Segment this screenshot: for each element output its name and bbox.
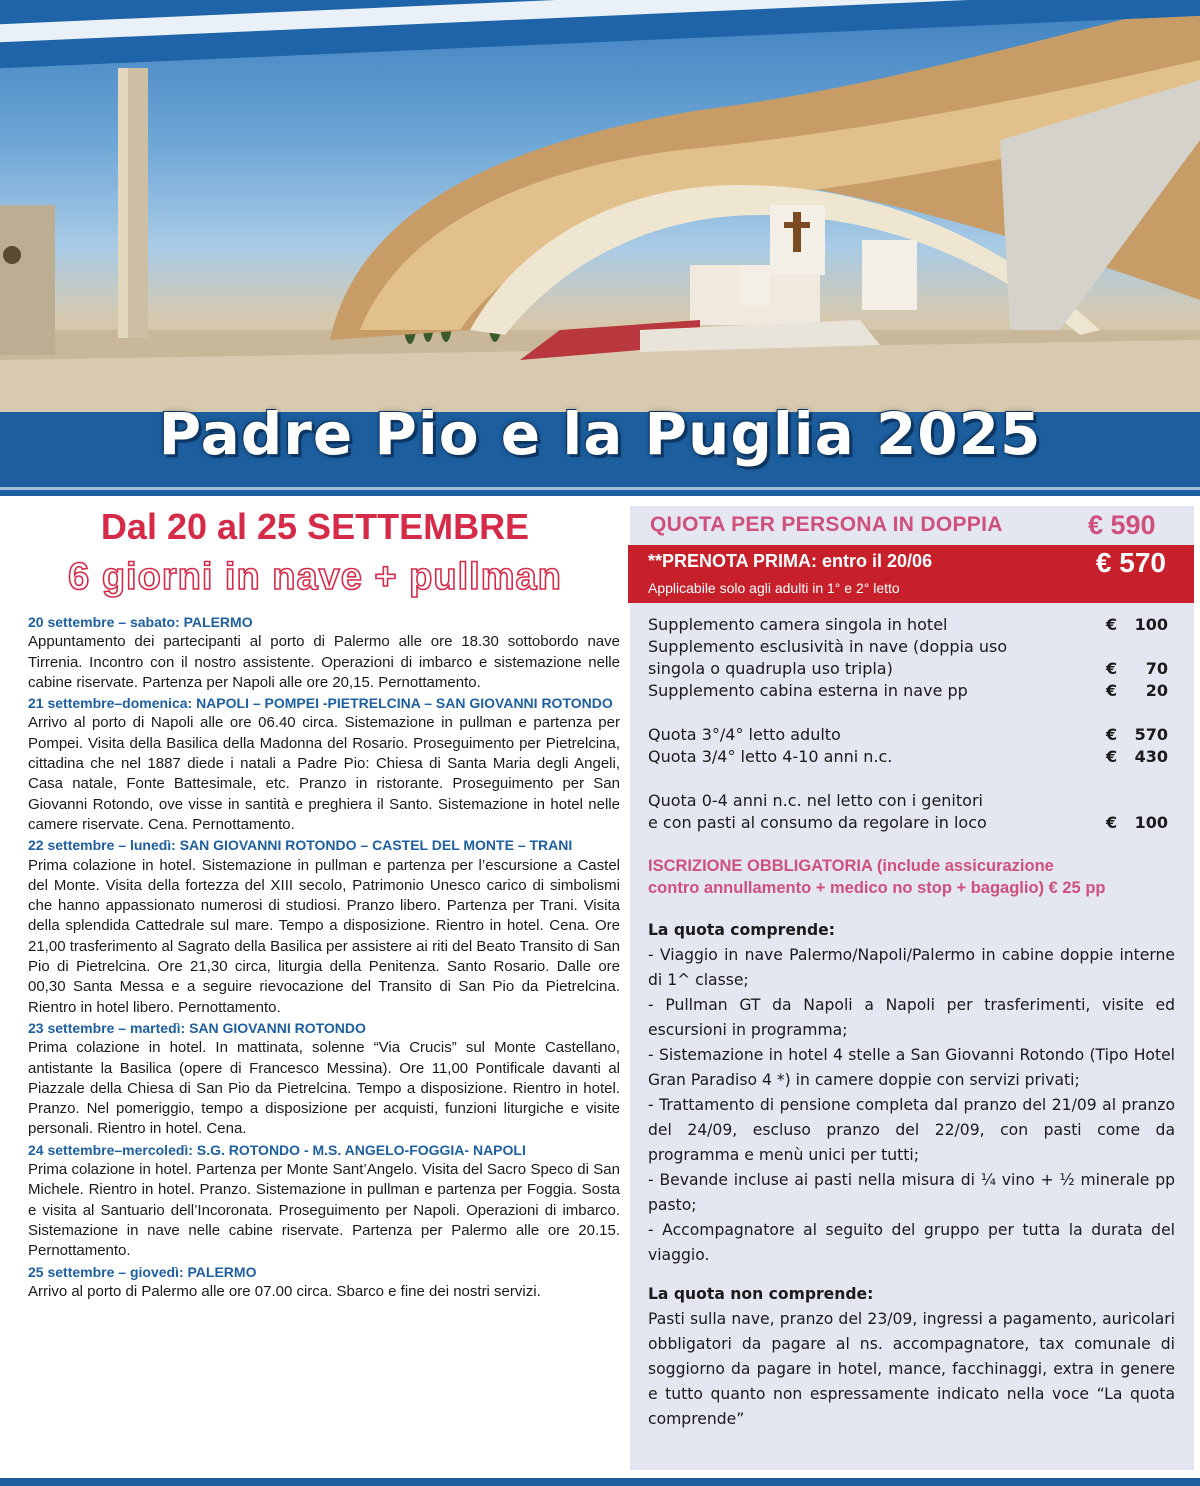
supplement-currency: € bbox=[1106, 659, 1118, 678]
supplement-row bbox=[648, 724, 1168, 746]
promo-label: **PRENOTA PRIMA: bbox=[648, 551, 818, 571]
includes-item: - Trattamento di pensione completa dal pranzo del 21/09 al pranzo del 24/09, escluso pranzo del 22/09, con pasti come da programma e menù unici per tutti; bbox=[648, 1096, 1175, 1164]
itinerary bbox=[28, 612, 620, 1302]
includes-heading: La quota comprende: bbox=[648, 921, 835, 939]
excludes-text: Pasti sulla nave, pranzo del 23/09, ingressi a pagamento, auricolari obbligatori da pagare al ns. accompagnatore, tax comunale di soggiorno da pagare in hotel, mance, facchinaggi, extra in genere e tutto quanto non espressamente indicato nella voce “La quota comprende” bbox=[648, 1310, 1175, 1428]
supplement-row bbox=[648, 636, 1168, 658]
page-title: Padre Pio e la Puglia 2025 bbox=[158, 400, 1042, 468]
supplement-amount: 20 bbox=[1145, 681, 1168, 700]
trip-dates: Dal 20 al 25 SETTEMBRE bbox=[100, 506, 530, 547]
supplement-amount: 570 bbox=[1134, 725, 1168, 744]
includes-item: - Sistemazione in hotel 4 stelle a San Giovanni Rotondo (Tipo Hotel Gran Paradiso 4 *) in camere doppie con servizi privati; bbox=[648, 1046, 1175, 1089]
includes-item: - Bevande incluse ai pasti nella misura di ¼ vino + ½ minerale pp pasto; bbox=[648, 1171, 1175, 1214]
trip-subtitle: 6 giorni in nave + pullman bbox=[68, 556, 562, 598]
supplement-amount: 70 bbox=[1145, 659, 1168, 678]
supplement-label: Quota 3°/4° letto adulto bbox=[648, 725, 841, 744]
includes-item: - Viaggio in nave Palermo/Napoli/Palermo in cabine doppie interne di 1^ classe; bbox=[648, 946, 1175, 989]
supplement-currency: € bbox=[1106, 747, 1118, 766]
quota-price: € 590 bbox=[1088, 510, 1156, 540]
supplement-amount: 100 bbox=[1134, 813, 1168, 832]
supplement-label: singola o quadrupla uso tripla) bbox=[648, 659, 893, 678]
supplement-row bbox=[648, 812, 1168, 834]
excludes-heading: La quota non comprende: bbox=[648, 1285, 874, 1303]
quota-label: QUOTA PER PERSONA IN DOPPIA bbox=[650, 513, 1003, 536]
includes-item: - Pullman GT da Napoli a Napoli per trasferimenti, visite ed escursioni in programma; bbox=[648, 996, 1175, 1039]
promo-date: entro il 20/06 bbox=[822, 551, 933, 571]
itinerary-day: 24 settembre–mercoledì: S.G. ROTONDO - M.S. ANGELO-FOGGIA- NAPOLI bbox=[28, 1141, 526, 1158]
supplement-spacer bbox=[648, 702, 1168, 724]
promo-note: Applicabile solo agli adulti in 1° e 2° letto bbox=[648, 580, 900, 596]
supplement-label: Supplemento esclusività in nave (doppia uso bbox=[648, 637, 1008, 656]
itinerary-day: 23 settembre – martedì: SAN GIOVANNI ROTONDO bbox=[28, 1019, 366, 1036]
supplement-row bbox=[648, 746, 1168, 768]
registration-line-1: ISCRIZIONE OBBLIGATORIA (include assicurazione bbox=[648, 857, 1054, 875]
supplement-amount: 430 bbox=[1134, 747, 1168, 766]
promo-price: € 570 bbox=[1095, 547, 1166, 578]
hero-photo bbox=[0, 0, 1200, 412]
supplement-label: Supplemento camera singola in hotel bbox=[648, 615, 948, 634]
supplement-amount: 100 bbox=[1134, 615, 1168, 634]
sanctuary-illustration bbox=[0, 0, 1200, 412]
supplement-currency: € bbox=[1106, 725, 1118, 744]
supplement-label: Supplemento cabina esterna in nave pp bbox=[648, 681, 968, 700]
inclusions bbox=[648, 918, 1175, 1432]
supplement-row bbox=[648, 680, 1168, 702]
supplement-currency: € bbox=[1106, 681, 1118, 700]
supplement-row bbox=[648, 790, 1168, 812]
early-booking-banner bbox=[628, 545, 1194, 603]
bottom-band bbox=[0, 1478, 1200, 1486]
itinerary-text: Appuntamento dei partecipanti al porto di Palermo alle ore 18.30 sottobordo nave Tirrenia. Incontro con il nostro assistente. Operazioni di imbarco e sistemazione nelle cabine riservate. Partenza per Napoli alle ore 20,15. Pernottamento. bbox=[28, 633, 620, 691]
supplements-list bbox=[648, 614, 1168, 834]
supplement-row bbox=[648, 614, 1168, 636]
itinerary-day: 21 settembre–domenica: NAPOLI – POMPEI -PIETRELCINA – SAN GIOVANNI ROTONDO bbox=[28, 695, 613, 712]
supplement-label: Quota 0-4 anni n.c. nel letto con i genitori bbox=[648, 791, 983, 810]
includes-item: - Accompagnatore al seguito del gruppo per tutta la durata del viaggio. bbox=[648, 1221, 1175, 1264]
itinerary-text: Prima colazione in hotel. Partenza per Monte Sant’Angelo. Visita del Sacro Speco di San Michele. Rientro in hotel. Pranzo. Sistemazione in pullman e partenza per Foggia. Sosta e visita al Santuario dell’Incoronata. Proseguimento per Napoli. Operazioni di imbarco. Sistemazione in nave nelle cabine riservate. Partenza per Palermo alle ore 20.15. Pernottamento. bbox=[28, 1161, 620, 1260]
supplement-label: e con pasti al consumo da regolare in loco bbox=[648, 813, 987, 832]
itinerary-text: Prima colazione in hotel. Sistemazione in pullman e partenza per l’escursione a Castel del Monte. Visita della fortezza del XIII secolo, Patrimonio Unesco carico di simbolismi che hanno appassionato numerosi di studiosi. Pranzo libero. Partenza per Trani. Visita della splendida Cattedrale sul mare. Tempo a disposizione. Rientro in hotel. Cena. Ore 21,00 trasferimento al Sagrato della Basilica per assistere ai riti del Beato Transito di San Pio di Pietrelcina. Ore 21,30 circa, liturgia della Penitenza. Santo Rosario. Dalle ore 00,30 Santa Messa e a seguire rievocazione del Transito di San Pio da Pietrelcina. Rientro in hotel libero. Pernottamento. bbox=[28, 856, 620, 1016]
promo-title bbox=[648, 551, 932, 572]
itinerary-day: 20 settembre – sabato: PALERMO bbox=[28, 614, 253, 630]
itinerary-text: Arrivo al porto di Palermo alle ore 07.00 circa. Sbarco e fine dei nostri servizi. bbox=[28, 1282, 541, 1300]
supplement-row bbox=[648, 658, 1168, 680]
itinerary-day: 22 settembre – lunedì: SAN GIOVANNI ROTONDO – CASTEL DEL MONTE – TRANI bbox=[28, 837, 573, 854]
registration-line-2: contro annullamento + medico no stop + bagaglio) € 25 pp bbox=[648, 879, 1106, 897]
supplement-currency: € bbox=[1106, 813, 1118, 832]
supplement-currency: € bbox=[1106, 615, 1118, 634]
supplement-spacer bbox=[648, 768, 1168, 790]
mandatory-registration bbox=[648, 855, 1178, 899]
itinerary-text: Prima colazione in hotel. In mattinata, solenne “Via Crucis” sul Monte Castellano, antistante la Basilica (opere di Francesco Messina). Ore 11,00 Pontificale davanti al Piazzale della Chiesa di San Pio da Pietrelcina. Tempo a disposizione. Rientro in hotel. Pranzo. Nel pomeriggio, tempo a disposizione per acquisti, funzioni liturgiche e visite personali. Rientro in hotel. Cena. bbox=[28, 1039, 620, 1138]
itinerary-text: Arrivo al porto di Napoli alle ore 06.40 circa. Sistemazione in pullman e partenza per Pompei. Visita della Basilica della Madonna del Rosario. Proseguimento per Pietrelcina, cittadina che nel 1887 diede i natali a Padre Pio: Chiesa di Santa Maria degli Angeli, Casa natale, Fonte Battesimale, etc. Pranzo in ristorante. Proseguimento per San Giovanni Rotondo, ove visse in santità e preghiera il Santo. Sistemazione in hotel nelle camere riservate. Cena. Pernottamento. bbox=[28, 714, 620, 833]
supplement-label: Quota 3/4° letto 4-10 anni n.c. bbox=[648, 747, 893, 766]
itinerary-day: 25 settembre – giovedì: PALERMO bbox=[28, 1263, 257, 1280]
